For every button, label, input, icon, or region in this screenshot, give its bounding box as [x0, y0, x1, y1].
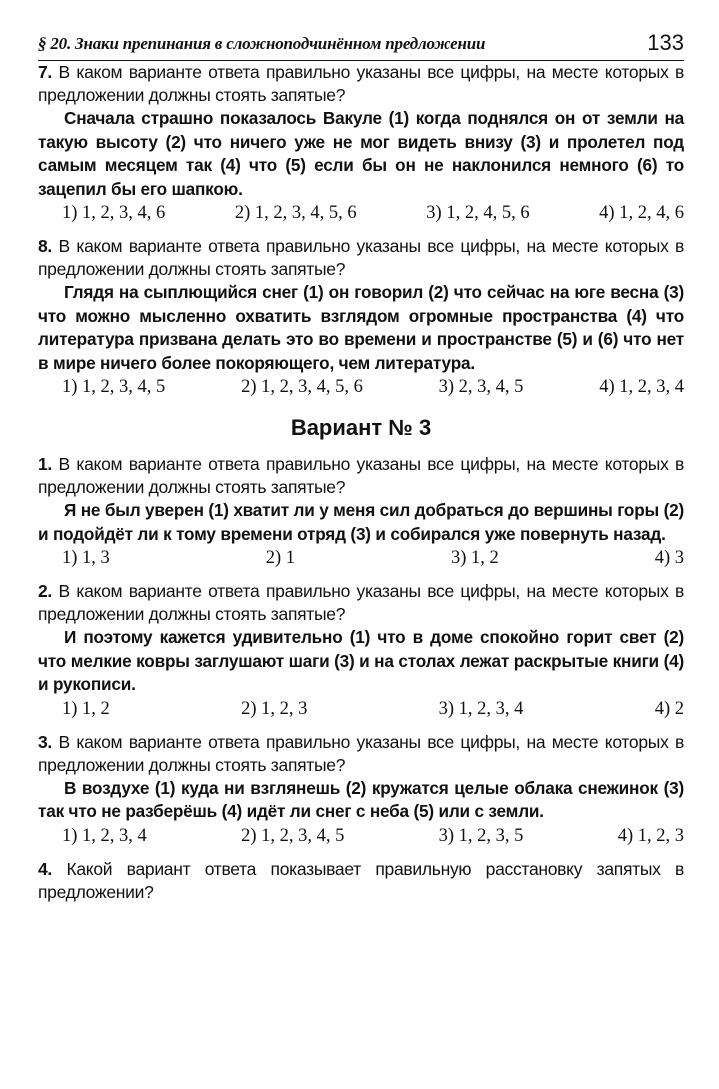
example-sentence: Глядя на сыплющийся снег (1) он говорил (2) что сейчас на юге весна (3) что можно мысленно охватить взглядом огромные пространства (4) что литература призвана делать это во времени и пространстве (5) и (6) что нет в мире ничего более покоряющего, чем литература. — [38, 282, 684, 373]
page-content — [38, 61, 684, 904]
question-text — [38, 61, 684, 107]
answer-option: 4) 1, 2, 4, 6 — [599, 203, 684, 223]
question-block — [38, 61, 684, 225]
answer-options — [38, 824, 684, 848]
question-number: 7. — [38, 62, 52, 82]
answer-option: 3) 1, 2, 4, 5, 6 — [426, 203, 530, 223]
answer-option: 2) 1, 2, 3, 4, 5, 6 — [234, 203, 357, 223]
question-text — [38, 235, 684, 281]
answer-option: 2) 1, 2, 3 — [241, 698, 308, 719]
answer-option: 1) 1, 2, 3, 4, 6 — [62, 203, 166, 223]
question-block — [38, 453, 684, 570]
answer-options — [38, 546, 684, 570]
question-block — [38, 235, 684, 399]
answer-option: 1) 1, 2 — [62, 698, 110, 719]
answer-option: 3) 1, 2, 3, 4 — [438, 698, 524, 719]
variant-heading: Вариант № 3 — [290, 415, 432, 440]
question-text — [38, 453, 684, 499]
answer-option: 3) 1, 2, 3, 5 — [438, 825, 524, 846]
question-prompt: В каком варианте ответа правильно указаны все цифры, на месте которых в предложении должны стоять запятые? — [38, 581, 685, 624]
answer-option: 4) 3 — [654, 548, 684, 568]
question-prompt: В каком варианте ответа правильно указаны все цифры, на месте которых в предложении должны стоять запятые? — [38, 236, 685, 279]
question-number: 4. — [38, 858, 52, 879]
example-sentence: Сначала страшно показалось Вакуле (1) когда поднялся он от земли на такую высоту (2) что ничего уже не мог видеть внизу (3) и пролетел под самым месяцем так (4) что (5) если бы он не наклонился немного (6) то зацепил бы его шапкою. — [38, 108, 684, 199]
answer-option: 2) 1 — [265, 548, 296, 568]
question-number: 1. — [38, 454, 52, 474]
answer-option: 4) 1, 2, 3 — [617, 825, 684, 846]
example-sentence: В воздухе (1) куда ни взглянешь (2) кружатся целые облака снежинок (3) так что не разберёшь (4) идёт ли снег с неба (5) или с земли. — [38, 777, 684, 821]
question-text — [38, 580, 684, 626]
answer-option: 3) 1, 2 — [450, 548, 499, 568]
question-text — [38, 731, 684, 777]
question-block — [38, 580, 684, 721]
answer-options — [38, 697, 684, 721]
answer-option: 4) 2 — [654, 698, 684, 719]
answer-options — [38, 375, 684, 399]
answer-option: 4) 1, 2, 3, 4 — [599, 377, 684, 397]
question-prompt: В каком варианте ответа правильно указаны все цифры, на месте которых в предложении должны стоять запятые? — [38, 454, 685, 497]
answer-option: 2) 1, 2, 3, 4, 5 — [241, 825, 345, 846]
question-block — [38, 731, 684, 848]
answer-option: 1) 1, 3 — [62, 548, 110, 568]
textbook-page — [38, 28, 684, 904]
question-number: 8. — [38, 236, 52, 256]
question-prompt: В каком варианте ответа правильно указаны все цифры, на месте которых в предложении должны стоять запятые? — [38, 62, 685, 105]
answer-option: 3) 2, 3, 4, 5 — [438, 377, 524, 397]
page-number: 133 — [647, 30, 684, 55]
question-number: 2. — [38, 581, 52, 601]
running-header — [38, 28, 684, 61]
question-block — [38, 858, 684, 904]
example-sentence: И поэтому кажется удивительно (1) что в доме спокойно горит свет (2) что мелкие ковры заглушают шаги (3) и на столах лежат раскрытые книги (4) и рукописи. — [38, 627, 684, 694]
chapter-title: § 20. Знаки препинания в сложноподчинённом предложении — [38, 34, 486, 53]
answer-option: 2) 1, 2, 3, 4, 5, 6 — [241, 377, 363, 397]
question-number: 3. — [38, 731, 52, 752]
question-prompt: Какой вариант ответа показывает правильную расстановку запятых в предложении? — [38, 858, 684, 902]
answer-option: 1) 1, 2, 3, 4 — [62, 825, 147, 846]
answer-options — [38, 201, 684, 225]
answer-option: 1) 1, 2, 3, 4, 5 — [62, 377, 166, 397]
question-prompt: В каком варианте ответа правильно указаны все цифры, на месте которых в предложении должны стоять запятые? — [38, 731, 685, 775]
example-sentence: Я не был уверен (1) хватит ли у меня сил добраться до вершины горы (2) и подойдёт ли к тому времени отряд (3) и собирался уже повернуть назад. — [38, 500, 684, 544]
question-text — [38, 858, 684, 904]
